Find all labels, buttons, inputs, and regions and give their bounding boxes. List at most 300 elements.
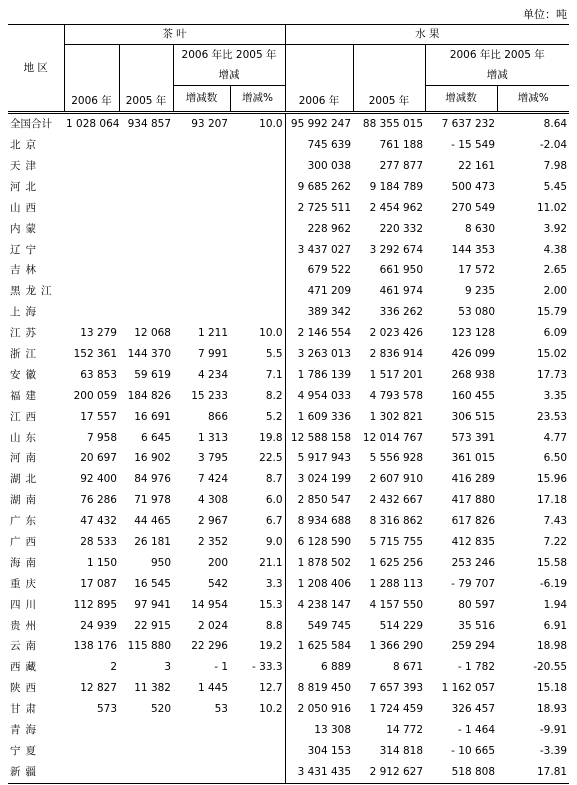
value-cell: 13 308 <box>285 720 353 741</box>
value-cell: 314 818 <box>379 744 424 757</box>
value-cell: 1 028 064 <box>64 113 119 135</box>
value-cell: 7.1 <box>265 368 283 381</box>
value-cell: 63 853 <box>80 368 117 381</box>
value-cell <box>230 198 285 219</box>
value-cell <box>173 239 230 260</box>
value-cell: 17 557 <box>80 410 117 423</box>
table-row <box>8 553 569 574</box>
value-cell: 1 162 057 <box>441 682 496 695</box>
table-row <box>8 177 569 198</box>
header-tea-2006: 2006 年 <box>64 45 119 113</box>
value-cell: 16 691 <box>134 410 171 423</box>
value-cell: 12 827 <box>80 682 117 695</box>
value-cell: 336 262 <box>379 306 424 319</box>
value-cell: 7 958 <box>86 431 117 444</box>
table-row <box>8 532 569 553</box>
value-cell: 3 292 674 <box>369 243 424 256</box>
value-cell: 17 572 <box>458 264 496 277</box>
value-cell: 19.8 <box>259 431 283 444</box>
table-row <box>8 406 569 427</box>
region-cell: 全国合计 <box>8 113 64 135</box>
value-cell: 549 745 <box>285 615 353 636</box>
tea-fruit-production-table <box>8 24 569 784</box>
table-row <box>8 448 569 469</box>
value-cell: 7 637 232 <box>425 113 497 135</box>
region-cell: 陕西 <box>10 682 41 695</box>
value-cell <box>230 239 285 260</box>
value-cell: 520 <box>150 703 171 716</box>
value-cell: 1 211 <box>197 327 228 340</box>
value-cell: 2 850 547 <box>285 490 353 511</box>
value-cell: 21.1 <box>259 556 283 569</box>
value-cell: 2 725 511 <box>285 198 353 219</box>
value-cell: 4 157 550 <box>369 598 424 611</box>
value-cell <box>173 218 230 239</box>
value-cell <box>119 741 173 762</box>
value-cell: 8 671 <box>392 661 424 674</box>
value-cell: 426 099 <box>451 347 496 360</box>
value-cell: 661 950 <box>379 264 424 277</box>
value-cell: 2.65 <box>543 264 568 277</box>
value-cell: 112 895 <box>73 598 117 611</box>
region-cell: 山西 <box>10 201 41 214</box>
region-cell: 海南 <box>10 556 41 569</box>
region-cell: 广东 <box>10 515 41 528</box>
value-cell <box>64 198 119 219</box>
table-row <box>8 678 569 699</box>
value-cell: 6.7 <box>265 515 283 528</box>
value-cell: - 1 <box>214 661 228 674</box>
header-fruit-2006: 2006 年 <box>285 45 353 113</box>
value-cell: 2 024 <box>197 619 228 632</box>
value-cell: 7 991 <box>197 347 228 360</box>
value-cell <box>64 135 119 156</box>
value-cell: 7.98 <box>543 159 568 172</box>
region-cell: 西藏 <box>10 661 41 674</box>
value-cell: 6.09 <box>543 327 568 340</box>
value-cell <box>64 302 119 323</box>
table-row <box>8 699 569 720</box>
value-cell: 22.5 <box>259 452 283 465</box>
value-cell: 18.93 <box>537 703 568 716</box>
value-cell: 5.45 <box>543 180 568 193</box>
value-cell: 138 176 <box>73 640 117 653</box>
value-cell <box>230 135 285 156</box>
value-cell: 53 <box>214 703 228 716</box>
value-cell: 14 954 <box>191 598 228 611</box>
value-cell: 14 772 <box>386 724 424 737</box>
table-row <box>8 156 569 177</box>
value-cell: 15.79 <box>537 306 568 319</box>
value-cell: 23.53 <box>537 410 568 423</box>
value-cell: 12 014 767 <box>362 431 424 444</box>
value-cell: 15.3 <box>259 598 283 611</box>
value-cell: 617 826 <box>451 515 496 528</box>
value-cell: 761 188 <box>379 139 424 152</box>
table-row <box>8 594 569 615</box>
header-region: 地 区 <box>8 25 64 113</box>
value-cell: 1 517 201 <box>369 368 424 381</box>
value-cell: 144 353 <box>451 243 496 256</box>
value-cell: 5 715 755 <box>369 536 424 548</box>
value-cell: 3.3 <box>265 577 283 590</box>
value-cell: 270 549 <box>451 201 496 214</box>
value-cell <box>230 260 285 281</box>
value-cell <box>64 281 119 302</box>
header-fruit-diff: 增减数 <box>425 86 497 113</box>
value-cell: 304 153 <box>285 741 353 762</box>
value-cell: 80 597 <box>458 598 496 611</box>
value-cell <box>64 741 119 762</box>
value-cell: 15.18 <box>537 682 568 695</box>
value-cell: 26 181 <box>134 536 171 548</box>
region-cell: 安徽 <box>10 368 41 381</box>
value-cell: 2.00 <box>543 285 568 298</box>
value-cell: 417 880 <box>451 494 496 507</box>
value-cell: 2 <box>110 661 117 674</box>
region-cell: 浙江 <box>10 347 41 360</box>
table-row <box>8 365 569 386</box>
value-cell: 97 941 <box>134 598 171 611</box>
header-fruit-2005: 2005 年 <box>353 45 425 113</box>
table-row <box>8 490 569 511</box>
table-row <box>8 427 569 448</box>
value-cell: 2 836 914 <box>369 347 424 360</box>
region-cell: 宁夏 <box>10 744 41 757</box>
value-cell: 3 024 199 <box>285 469 353 490</box>
value-cell: 95 992 247 <box>285 113 353 135</box>
table-row <box>8 218 569 239</box>
value-cell: 3.92 <box>543 222 568 235</box>
value-cell: 2 454 962 <box>369 201 424 214</box>
value-cell: 4 954 033 <box>285 386 353 407</box>
header-fruit-pct: 增减% <box>497 86 569 113</box>
value-cell: 1 288 113 <box>369 577 424 590</box>
table-row <box>8 386 569 407</box>
value-cell: 8.7 <box>265 473 283 486</box>
value-cell: 144 370 <box>127 347 171 360</box>
table-row <box>8 239 569 260</box>
value-cell <box>64 720 119 741</box>
value-cell: 2 912 627 <box>353 762 425 783</box>
value-cell: 1 625 256 <box>369 556 424 569</box>
table-row <box>8 762 569 783</box>
value-cell: 2 146 554 <box>285 323 353 344</box>
header-fruit: 水 果 <box>285 25 569 45</box>
value-cell: 7.22 <box>543 536 568 548</box>
value-cell: 6 645 <box>140 431 171 444</box>
value-cell: 9 685 262 <box>285 177 353 198</box>
value-cell: 3 795 <box>197 452 228 465</box>
value-cell: 3.35 <box>543 389 568 402</box>
region-cell: 江苏 <box>10 327 41 340</box>
value-cell: 18.98 <box>537 640 568 653</box>
value-cell: 8.8 <box>265 619 283 632</box>
region-cell: 江西 <box>10 410 41 423</box>
table-row <box>8 511 569 532</box>
value-cell: 253 246 <box>451 556 496 569</box>
value-cell: 76 286 <box>80 494 117 507</box>
header-tea-pct: 增减% <box>230 86 285 113</box>
value-cell: 47 432 <box>80 515 117 528</box>
value-cell <box>64 762 119 783</box>
value-cell: 1 366 290 <box>369 640 424 653</box>
value-cell: 461 974 <box>379 285 424 298</box>
value-cell: - 1 782 <box>457 661 496 674</box>
region-cell: 河南 <box>10 452 41 465</box>
value-cell <box>230 302 285 323</box>
value-cell <box>119 762 173 783</box>
table-row <box>8 323 569 344</box>
value-cell: 514 229 <box>379 619 424 632</box>
value-cell: 3 431 435 <box>285 762 353 783</box>
value-cell: 200 059 <box>73 389 117 402</box>
value-cell: 9 235 <box>464 285 496 298</box>
value-cell: 573 391 <box>451 431 496 444</box>
region-cell: 内蒙 <box>10 222 41 235</box>
region-cell: 湖南 <box>10 494 41 507</box>
value-cell: 200 <box>207 556 228 569</box>
value-cell: 10.0 <box>230 113 285 135</box>
value-cell: 24 939 <box>80 619 117 632</box>
value-cell <box>119 302 173 323</box>
value-cell: -2.04 <box>539 139 568 152</box>
value-cell: 22 296 <box>191 640 228 653</box>
value-cell: 268 938 <box>451 368 496 381</box>
header-tea-compare: 2006 年比 2005 年 增减 <box>173 45 285 86</box>
value-cell: 15.58 <box>537 556 568 569</box>
value-cell: 17.81 <box>497 762 569 783</box>
table-row <box>8 198 569 219</box>
value-cell: 4 793 578 <box>369 389 424 402</box>
value-cell: 2 352 <box>197 536 228 548</box>
value-cell: 17 087 <box>80 577 117 590</box>
value-cell: 471 209 <box>285 281 353 302</box>
value-cell: -9.91 <box>539 724 568 737</box>
value-cell: - 79 707 <box>451 577 496 590</box>
region-cell: 广西 <box>10 536 41 548</box>
value-cell: 12 588 158 <box>285 427 353 448</box>
table-row <box>8 615 569 636</box>
region-cell: 贵州 <box>10 619 41 632</box>
value-cell: 361 015 <box>451 452 496 465</box>
value-cell: 6 889 <box>285 657 353 678</box>
value-cell <box>173 302 230 323</box>
value-cell: 3 <box>164 661 171 674</box>
value-cell <box>173 156 230 177</box>
value-cell <box>119 177 173 198</box>
value-cell <box>119 720 173 741</box>
value-cell: 1 786 139 <box>285 365 353 386</box>
value-cell <box>230 762 285 783</box>
value-cell: 17.18 <box>537 494 568 507</box>
value-cell: 5 556 928 <box>369 452 424 465</box>
value-cell: 412 835 <box>451 536 496 548</box>
value-cell: - 33.3 <box>252 661 283 674</box>
header-tea-diff: 增减数 <box>173 86 230 113</box>
value-cell: 93 207 <box>173 113 230 135</box>
value-cell <box>119 198 173 219</box>
region-cell: 福建 <box>10 389 41 402</box>
table-row <box>8 720 569 741</box>
value-cell: 2 050 916 <box>285 699 353 720</box>
value-cell: 6.50 <box>543 452 568 465</box>
value-cell: 28 533 <box>80 536 117 548</box>
value-cell: 15 233 <box>191 389 228 402</box>
value-cell: 518 808 <box>425 762 497 783</box>
value-cell: 573 <box>96 703 117 716</box>
total-row <box>8 113 569 135</box>
header-tea-2005: 2005 年 <box>119 45 173 113</box>
value-cell: 115 880 <box>127 640 171 653</box>
value-cell: 2 432 667 <box>369 494 424 507</box>
region-cell: 山东 <box>10 431 41 444</box>
value-cell: 8 934 688 <box>285 511 353 532</box>
value-cell: 123 128 <box>451 327 496 340</box>
value-cell: 5.2 <box>265 410 283 423</box>
value-cell: 11.02 <box>537 201 568 214</box>
value-cell: 1 150 <box>86 556 117 569</box>
value-cell: 5.5 <box>265 347 283 360</box>
table-row <box>8 135 569 156</box>
value-cell <box>173 198 230 219</box>
value-cell: 3 437 027 <box>285 239 353 260</box>
value-cell: 866 <box>207 410 228 423</box>
value-cell <box>119 239 173 260</box>
value-cell <box>64 239 119 260</box>
value-cell <box>119 260 173 281</box>
value-cell: 2 023 426 <box>369 327 424 340</box>
value-cell: 8.2 <box>265 389 283 402</box>
value-cell: 259 294 <box>451 640 496 653</box>
value-cell: 1.94 <box>543 598 568 611</box>
value-cell: 1 625 584 <box>285 636 353 657</box>
value-cell: 71 978 <box>134 494 171 507</box>
value-cell: 6 128 590 <box>285 532 353 553</box>
region-cell: 青海 <box>10 724 41 737</box>
value-cell <box>173 260 230 281</box>
table-row <box>8 302 569 323</box>
table-row <box>8 657 569 678</box>
region-cell: 湖北 <box>10 473 41 486</box>
value-cell: 416 289 <box>451 473 496 486</box>
value-cell: - 10 665 <box>451 744 496 757</box>
value-cell: 4.77 <box>543 431 568 444</box>
value-cell: 7.43 <box>543 515 568 528</box>
value-cell: 15.02 <box>537 347 568 360</box>
value-cell <box>64 156 119 177</box>
value-cell <box>173 177 230 198</box>
value-cell: 11 382 <box>134 682 171 695</box>
value-cell <box>230 156 285 177</box>
header-tea: 茶 叶 <box>64 25 285 45</box>
value-cell: - 1 464 <box>457 724 496 737</box>
value-cell: 1 724 459 <box>369 703 424 716</box>
region-cell: 上海 <box>10 306 41 319</box>
region-cell: 天津 <box>10 159 41 172</box>
value-cell: 17.73 <box>537 368 568 381</box>
value-cell: 228 962 <box>285 218 353 239</box>
value-cell: 306 515 <box>451 410 496 423</box>
value-cell <box>64 218 119 239</box>
value-cell: 7 657 393 <box>369 682 424 695</box>
table-row <box>8 741 569 762</box>
value-cell: 745 639 <box>285 135 353 156</box>
value-cell <box>119 281 173 302</box>
value-cell: 542 <box>207 577 228 590</box>
value-cell: 59 619 <box>134 368 171 381</box>
value-cell: 3 263 013 <box>285 344 353 365</box>
region-cell: 吉林 <box>10 264 41 277</box>
region-cell: 甘肃 <box>10 703 41 716</box>
region-cell: 黑龙江 <box>10 285 57 298</box>
unit-label: 单位：吨 <box>523 8 567 21</box>
region-cell: 云南 <box>10 640 41 653</box>
value-cell: 1 302 821 <box>369 410 424 423</box>
value-cell: 9 184 789 <box>369 180 424 193</box>
table-row <box>8 636 569 657</box>
value-cell <box>173 741 230 762</box>
value-cell: 326 457 <box>451 703 496 716</box>
value-cell: 4.38 <box>543 243 568 256</box>
value-cell: 22 161 <box>458 159 496 172</box>
value-cell <box>119 156 173 177</box>
table-row <box>8 344 569 365</box>
value-cell: 679 522 <box>285 260 353 281</box>
value-cell: 20 697 <box>80 452 117 465</box>
table-row <box>8 281 569 302</box>
value-cell: 16 545 <box>134 577 171 590</box>
value-cell: 2 607 910 <box>369 473 424 486</box>
value-cell: 950 <box>150 556 171 569</box>
region-cell: 重庆 <box>10 577 41 590</box>
value-cell <box>119 218 173 239</box>
value-cell: 92 400 <box>80 473 117 486</box>
value-cell: 1 208 406 <box>285 574 353 595</box>
region-cell: 河北 <box>10 180 41 193</box>
region-cell: 四川 <box>10 598 41 611</box>
value-cell: 44 465 <box>134 515 171 528</box>
value-cell: 5 917 943 <box>285 448 353 469</box>
value-cell <box>230 177 285 198</box>
header-fruit-compare: 2006 年比 2005 年 增减 <box>425 45 569 86</box>
value-cell: 8 630 <box>464 222 496 235</box>
value-cell: 6.91 <box>543 619 568 632</box>
value-cell: 1 445 <box>197 682 228 695</box>
value-cell <box>173 135 230 156</box>
region-cell: 北京 <box>10 139 41 152</box>
value-cell: -6.19 <box>539 577 568 590</box>
value-cell: 1 313 <box>197 431 228 444</box>
value-cell: 277 877 <box>379 159 424 172</box>
value-cell <box>119 135 173 156</box>
value-cell: 389 342 <box>285 302 353 323</box>
value-cell <box>64 177 119 198</box>
value-cell: 84 976 <box>134 473 171 486</box>
value-cell: 10.2 <box>259 703 283 716</box>
value-cell <box>230 741 285 762</box>
value-cell: - 15 549 <box>451 139 496 152</box>
value-cell: 4 238 147 <box>285 594 353 615</box>
value-cell: 152 361 <box>73 347 117 360</box>
value-cell: 7 424 <box>197 473 228 486</box>
value-cell: 4 234 <box>197 368 228 381</box>
value-cell: 9.0 <box>265 536 283 548</box>
table-row <box>8 469 569 490</box>
value-cell: 8 316 862 <box>369 515 424 528</box>
value-cell: 2 967 <box>197 515 228 528</box>
value-cell: 10.0 <box>259 327 283 340</box>
